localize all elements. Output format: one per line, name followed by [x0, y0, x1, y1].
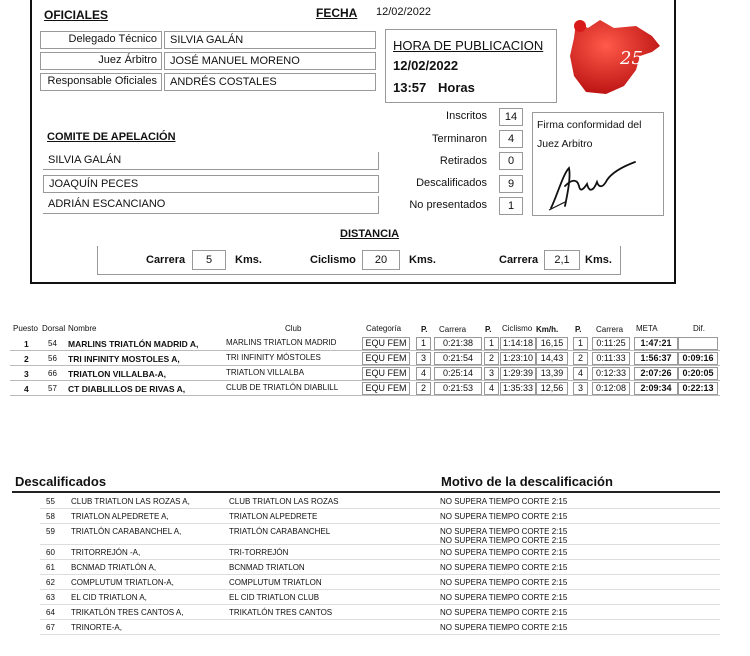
dq-reason: NO SUPERA TIEMPO CORTE 2:15	[440, 536, 568, 545]
table-cell: 1	[573, 337, 588, 350]
stat-value: 4	[499, 130, 523, 148]
table-cell: 0:20:05	[678, 367, 718, 380]
table-row	[10, 381, 720, 396]
dq-club: TRIKATLÓN TRES CANTOS	[229, 608, 333, 617]
official-role: Responsable Oficiales	[47, 75, 157, 87]
distance-value: 20	[362, 250, 400, 270]
table-cell: 0:22:13	[678, 382, 718, 395]
table-cell: TRIATLON VILLALBA	[226, 368, 305, 377]
dq-reason: NO SUPERA TIEMPO CORTE 2:15	[440, 578, 568, 587]
dq-reason: NO SUPERA TIEMPO CORTE 2:15	[440, 548, 568, 557]
dq-name: TRIATLON ALPEDRETE A,	[71, 512, 169, 521]
table-cell: 0:11:33	[592, 352, 630, 365]
table-cell: 2	[416, 382, 431, 395]
oficiales-heading: OFICIALES	[44, 8, 109, 22]
distance-unit: Kms.	[235, 254, 262, 266]
dq-name: TRIKATLÓN TRES CANTOS A,	[71, 608, 184, 617]
table-cell: TRI INFINITY MÓSTOLES	[226, 353, 321, 362]
col-nombre: Nombre	[68, 324, 97, 333]
dq-dorsal: 58	[46, 512, 55, 521]
comite-heading: COMITE DE APELACIÓN	[47, 131, 176, 143]
col-dif: Dif.	[693, 324, 705, 333]
official-name: SILVIA GALÁN	[164, 31, 376, 49]
col-p3: P.	[575, 325, 582, 334]
dq-dorsal: 61	[46, 563, 55, 572]
dq-club: BCNMAD TRIATLON	[229, 563, 305, 572]
table-row	[10, 366, 720, 381]
table-cell: 1:35:33	[500, 382, 536, 395]
col-puesto: Puesto	[13, 324, 38, 333]
table-cell: 4	[416, 367, 431, 380]
table-cell: EQU FEM	[362, 352, 410, 365]
table-cell: 25	[620, 48, 643, 69]
table-cell: TRIATLON VILLALBA-A,	[68, 369, 167, 379]
comite-member: SILVIA GALÁN	[43, 152, 379, 170]
table-cell: 56	[48, 354, 57, 363]
table-cell: 0:11:25	[592, 337, 630, 350]
table-cell: 13,39	[536, 367, 568, 380]
disqualified-heading: Descalificados	[15, 474, 107, 489]
distance-label: Carrera	[146, 254, 186, 266]
official-role: Juez Árbitro	[98, 54, 157, 66]
stat-value: 1	[499, 197, 523, 215]
publication-time-unit: Horas	[438, 80, 475, 95]
federation-logo	[566, 14, 662, 98]
stat-value: 14	[499, 108, 523, 126]
table-cell: 14,43	[536, 352, 568, 365]
dq-dorsal: 60	[46, 548, 55, 557]
col-club: Club	[285, 324, 302, 333]
publication-title: HORA DE PUBLICACION	[393, 38, 544, 53]
dq-name: CLUB TRIATLON LAS ROZAS A,	[71, 497, 190, 506]
fecha-value: 12/02/2022	[376, 6, 432, 18]
dq-dorsal: 55	[46, 497, 55, 506]
dq-club: TRIATLON ALPEDRETE	[229, 512, 318, 521]
table-cell: 1:14:18	[500, 337, 536, 350]
dq-name: BCNMAD TRIATLÓN A,	[71, 563, 157, 572]
table-cell: 0:09:16	[678, 352, 718, 365]
table-cell: EQU FEM	[362, 367, 410, 380]
stat-label: Descalificados	[416, 177, 487, 189]
table-cell: 0:21:38	[434, 337, 482, 350]
dq-club: EL CID TRIATLON CLUB	[229, 593, 320, 602]
table-cell	[678, 337, 718, 350]
publication-date: 12/02/2022	[393, 58, 459, 73]
stat-value: 0	[499, 152, 523, 170]
table-cell: 57	[48, 384, 57, 393]
table-cell: 66	[48, 369, 57, 378]
dq-dorsal: 62	[46, 578, 55, 587]
col-kmh: Km/h.	[536, 325, 559, 334]
comite-member: JOAQUÍN PECES	[43, 175, 379, 193]
table-cell: 4	[573, 367, 588, 380]
stat-label: Retirados	[439, 155, 487, 167]
table-row	[10, 351, 720, 366]
dq-reason: NO SUPERA TIEMPO CORTE 2:15	[440, 563, 568, 572]
table-cell: 1:23:10	[500, 352, 536, 365]
table-cell: 2:07:26	[634, 367, 678, 380]
dq-club: TRIATLÓN CARABANCHEL	[229, 527, 331, 536]
dq-reason: NO SUPERA TIEMPO CORTE 2:15	[440, 497, 568, 506]
dq-reason: NO SUPERA TIEMPO CORTE 2:15	[440, 512, 568, 521]
signature-label: Firma conformidad del Juez Arbitro	[537, 119, 642, 150]
dq-name: TRITORREJÓN -A,	[71, 548, 141, 557]
table-row	[10, 336, 720, 351]
col-p2: P.	[485, 325, 492, 334]
distance-value: 5	[192, 250, 226, 270]
dq-name: TRIATLÓN CARABANCHEL A,	[71, 527, 182, 536]
col-categoria: Categoría	[366, 324, 402, 333]
col-meta: META	[636, 324, 658, 333]
table-cell: 2	[573, 352, 588, 365]
table-cell: 0:21:53	[434, 382, 482, 395]
distance-label: Carrera	[499, 254, 539, 266]
publication-time: 13:57	[393, 80, 427, 95]
dq-reason: NO SUPERA TIEMPO CORTE 2:15	[440, 608, 568, 617]
table-cell: 2	[484, 352, 499, 365]
dq-dorsal: 63	[46, 593, 55, 602]
table-cell: EQU FEM	[362, 382, 410, 395]
official-name: JOSÉ MANUEL MORENO	[164, 52, 376, 70]
col-carrera2: Carrera	[596, 325, 624, 334]
dq-name: COMPLUTUM TRIATLON-A,	[71, 578, 174, 587]
table-cell: 0:12:33	[592, 367, 630, 380]
table-cell: 4	[484, 382, 499, 395]
table-cell: 3	[24, 369, 29, 379]
table-cell: 3	[484, 367, 499, 380]
table-cell: 1	[24, 339, 29, 349]
table-cell: 1:29:39	[500, 367, 536, 380]
stat-label: Terminaron	[431, 133, 487, 145]
distance-value: 2,1	[544, 250, 580, 270]
col-ciclismo: Ciclismo	[502, 324, 533, 333]
table-cell: TRI INFINITY MOSTOLES A,	[68, 354, 180, 364]
distance-unit: Kms.	[409, 254, 436, 266]
table-cell: CT DIABLILLOS DE RIVAS A,	[68, 384, 186, 394]
distance-heading: DISTANCIA	[340, 228, 400, 240]
dq-reason: NO SUPERA TIEMPO CORTE 2:15	[440, 527, 568, 536]
signature-image	[545, 152, 645, 214]
distance-unit: Kms.	[585, 254, 612, 266]
dq-dorsal: 67	[46, 623, 55, 632]
dq-club: COMPLUTUM TRIATLON	[229, 578, 322, 587]
heading-divider	[12, 491, 720, 493]
dq-dorsal: 59	[46, 527, 55, 536]
table-cell: 3	[416, 352, 431, 365]
table-cell: MARLINS TRIATLÓN MADRID A,	[68, 339, 199, 349]
official-role: Delegado Técnico	[68, 33, 157, 45]
comite-member: ADRIÁN ESCANCIANO	[43, 196, 379, 214]
col-carrera1: Carrera	[439, 325, 467, 334]
dq-reason: NO SUPERA TIEMPO CORTE 2:15	[440, 623, 568, 632]
col-p1: P.	[421, 325, 428, 334]
stat-value: 9	[499, 175, 523, 193]
table-cell: 1	[484, 337, 499, 350]
dq-club: TRI-TORREJÓN	[229, 548, 289, 557]
table-cell: 0:12:08	[592, 382, 630, 395]
table-cell: CLUB DE TRIATLÓN DIABLILL	[226, 383, 339, 392]
table-cell: 0:21:54	[434, 352, 482, 365]
dq-name: TRINORTE-A,	[71, 623, 122, 632]
table-cell: 54	[48, 339, 57, 348]
dq-name: EL CID TRIATLON A,	[71, 593, 147, 602]
results-table	[10, 336, 720, 398]
table-cell: 1:47:21	[634, 337, 678, 350]
fecha-label: FECHA	[316, 6, 358, 20]
table-cell: 4	[24, 384, 29, 394]
table-cell: MARLINS TRIATLON MADRID	[226, 338, 337, 347]
table-cell: 2	[24, 354, 29, 364]
table-cell: 1:56:37	[634, 352, 678, 365]
official-name: ANDRÉS COSTALES	[164, 73, 376, 91]
table-cell: 1	[416, 337, 431, 350]
col-dorsal: Dorsal	[42, 324, 66, 333]
table-cell: 0:25:14	[434, 367, 482, 380]
table-cell: 16,15	[536, 337, 568, 350]
dq-dorsal: 64	[46, 608, 55, 617]
dq-club: CLUB TRIATLON LAS ROZAS	[229, 497, 339, 506]
disqualification-reason-heading: Motivo de la descalificación	[441, 474, 613, 489]
dq-reason: NO SUPERA TIEMPO CORTE 2:15	[440, 593, 568, 602]
table-cell: 2:09:34	[634, 382, 678, 395]
stat-label: Inscritos	[446, 110, 487, 122]
table-cell: 12,56	[536, 382, 568, 395]
table-cell: EQU FEM	[362, 337, 410, 350]
stat-label: No presentados	[409, 199, 487, 211]
distance-label: Ciclismo	[310, 254, 356, 266]
table-cell: 3	[573, 382, 588, 395]
